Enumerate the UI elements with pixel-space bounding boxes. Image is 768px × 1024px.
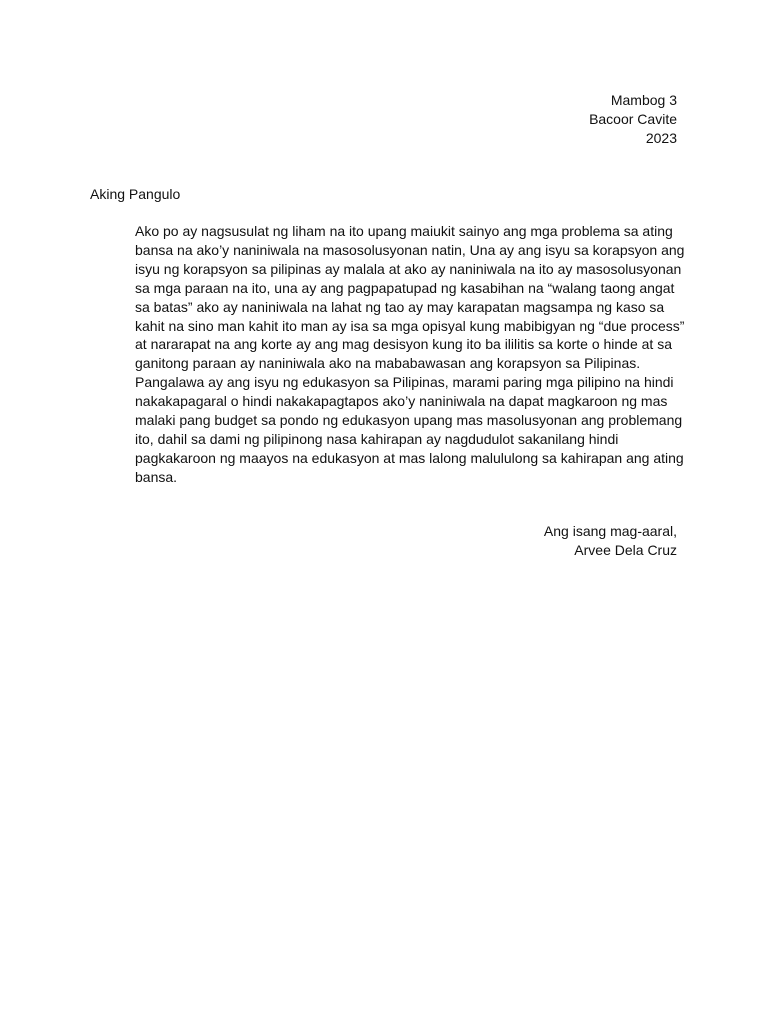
body-line: Pangalawa ay ang isyu ng edukasyon sa Pilipinas, marami paring mga pilipino na hindi xyxy=(135,374,674,391)
body-line: at nararapat na ang korte ay ang mag desisyon kung ito ba ililitis sa korte o hinde at sa xyxy=(135,336,672,353)
body-line: sa mga paraan na ito, una ay ang pagpapatupad ng kasabihan na “walang taong angat xyxy=(135,279,675,296)
closing-signature xyxy=(544,522,677,560)
body-line: Ako po ay nagsusulat ng liham na ito upang maiukit sainyo ang mga problema sa ating xyxy=(135,223,673,239)
address-line-2: Bacoor Cavite xyxy=(589,111,677,127)
body-line: ito, dahil sa dami ng pilipinong nasa kahirapan ay nagdudulot sakanilang hindi xyxy=(135,430,619,447)
body-line: bansa na ako’y naniniwala na masosolusyonan natin, Una ay ang isyu sa korapsyon ang xyxy=(135,241,685,258)
body-line: malaki pang budget sa pondo ng edukasyon upang mas masolusyonan ang problemang xyxy=(135,412,683,429)
body-line: bansa. xyxy=(135,468,178,485)
body-line: isyu ng korapsyon sa pilipinas ay malala at ako ay naniniwala na ito ay masosolusyonan xyxy=(135,260,682,277)
body-line: sa batas” ako ay naniniwala na lahat ng tao ay may karapatan magsampa ng kaso sa xyxy=(135,298,665,315)
closing-line: Ang isang mag-aaral, xyxy=(543,523,677,539)
body-line: pagkakaroon ng maayos na edukasyon at mas lalong malululong sa kahirapan ang ating xyxy=(135,449,684,466)
address-line-1: Mambog 3 xyxy=(610,92,677,108)
body-line: kahit na sino man kahit ito man ay isa sa mga opisyal kung mabibigyan ng “due process” xyxy=(135,317,685,334)
address-line-3: 2023 xyxy=(645,130,677,146)
sender-address xyxy=(589,91,677,148)
signer-name: Arvee Dela Cruz xyxy=(574,542,677,558)
body-line: ganitong paraan ay naniniwala ako na mababawasan ang korapsyon sa Pilipinas. xyxy=(135,355,641,372)
body-line: nakakapagaral o hindi nakakapagtapos ako’y naniniwala na dapat magkaroon ng mas xyxy=(135,393,668,410)
salutation: Aking Pangulo xyxy=(90,186,181,202)
letter-body xyxy=(135,222,683,487)
